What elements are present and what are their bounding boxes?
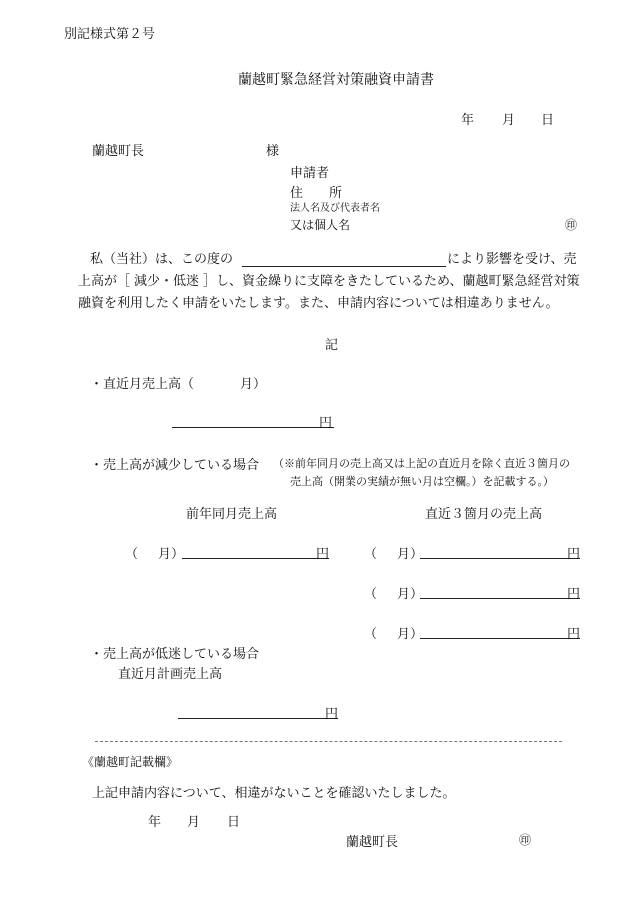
town-confirm-text: 上記申請内容について、相違がないことを確認いたしました。	[92, 786, 456, 801]
decrease-note-line1: （※前年同月の売上高又は上記の直近月を除く直近３箇月の	[273, 457, 570, 470]
prev-year-yen: 円	[316, 547, 330, 562]
body-line1-suffix: により影響を受け、売	[447, 252, 577, 267]
body-line2-prefix: 上高が［	[78, 274, 131, 289]
recent-sales-label: ・直近月売上高（	[90, 377, 195, 392]
recent3-row1-yen: 円	[567, 547, 581, 562]
recent3-row1-amount-line[interactable]	[420, 558, 580, 559]
section-divider	[95, 741, 562, 742]
recent3-row2-month-suffix: 月）	[397, 587, 424, 602]
decrease-label: ・売上高が減少している場合	[90, 458, 260, 473]
ki-marker: 記	[325, 338, 339, 353]
stagnant-sub-label: 直近月計画売上高	[118, 667, 223, 682]
applicant-heading: 申請者	[290, 166, 330, 181]
recent3-row3-amount-line[interactable]	[420, 638, 580, 639]
decrease-note-line2: 売上高（開業の実績が無い月は空欄。）を記載する。）	[290, 475, 554, 488]
town-date-month: 月	[187, 815, 201, 830]
recent3-row1-month-suffix: 月）	[397, 547, 424, 562]
town-section-heading: 《蘭越町記載欄》	[82, 755, 179, 769]
body-line2-choice[interactable]: 減少・低迷	[134, 274, 200, 289]
recent3-row3-paren-open: （	[364, 627, 378, 642]
applicant-name-label-line2: 又は個人名	[290, 218, 351, 232]
recent3-row1-paren-open: （	[364, 547, 378, 562]
recent-sales-month-suffix: 月）	[240, 377, 267, 392]
town-date-year: 年	[148, 815, 162, 830]
col-prev-year-heading: 前年同月売上高	[186, 507, 278, 522]
applicant-name-label-line1: 法人名及び代表者名	[290, 203, 380, 214]
body-line2	[78, 270, 580, 294]
addressee-name: 蘭越町長	[92, 144, 145, 159]
form-number: 別記様式第２号	[64, 27, 156, 42]
body-line2-suffix: ］し、資金繰りに支障をきたしているため、蘭越町緊急経営対策	[203, 274, 580, 289]
stagnant-label: ・売上高が低迷している場合	[90, 647, 260, 662]
applicant-seal-mark: ㊞	[565, 218, 578, 232]
date-day-label: 日	[541, 113, 555, 128]
date-month-label: 月	[502, 113, 516, 128]
prev-year-amount-line[interactable]	[182, 558, 329, 559]
applicant-address-label: 住 所	[290, 186, 343, 201]
town-seal-mark: ㊞	[519, 833, 532, 847]
prev-year-month-suffix: 月）	[158, 547, 185, 562]
stagnant-yen: 円	[325, 707, 339, 722]
town-mayor-label: 蘭越町長	[346, 835, 399, 850]
recent-sales-yen: 円	[319, 416, 333, 431]
document-title: 蘭越町緊急経営対策融資申請書	[238, 72, 434, 88]
recent3-row3-month-suffix: 月）	[397, 627, 424, 642]
col-recent3-heading: 直近３箇月の売上高	[425, 507, 543, 522]
recent-sales-amount-line[interactable]	[172, 427, 334, 428]
prev-year-paren-open: （	[125, 547, 139, 562]
recent3-row2-amount-line[interactable]	[420, 598, 580, 599]
addressee-honorific: 様	[266, 144, 280, 159]
cause-blank-line[interactable]	[242, 266, 446, 267]
date-year-label: 年	[461, 113, 475, 128]
body-line1-prefix: 私（当社）は、この度の	[90, 252, 234, 267]
body-line3: 融資を利用したく申請をいたします。また、申請内容については相違ありません。	[78, 296, 559, 311]
recent3-row2-yen: 円	[567, 587, 581, 602]
stagnant-amount-line[interactable]	[178, 718, 338, 719]
recent3-row2-paren-open: （	[364, 587, 378, 602]
recent3-row3-yen: 円	[567, 627, 581, 642]
town-date-day: 日	[227, 815, 241, 830]
